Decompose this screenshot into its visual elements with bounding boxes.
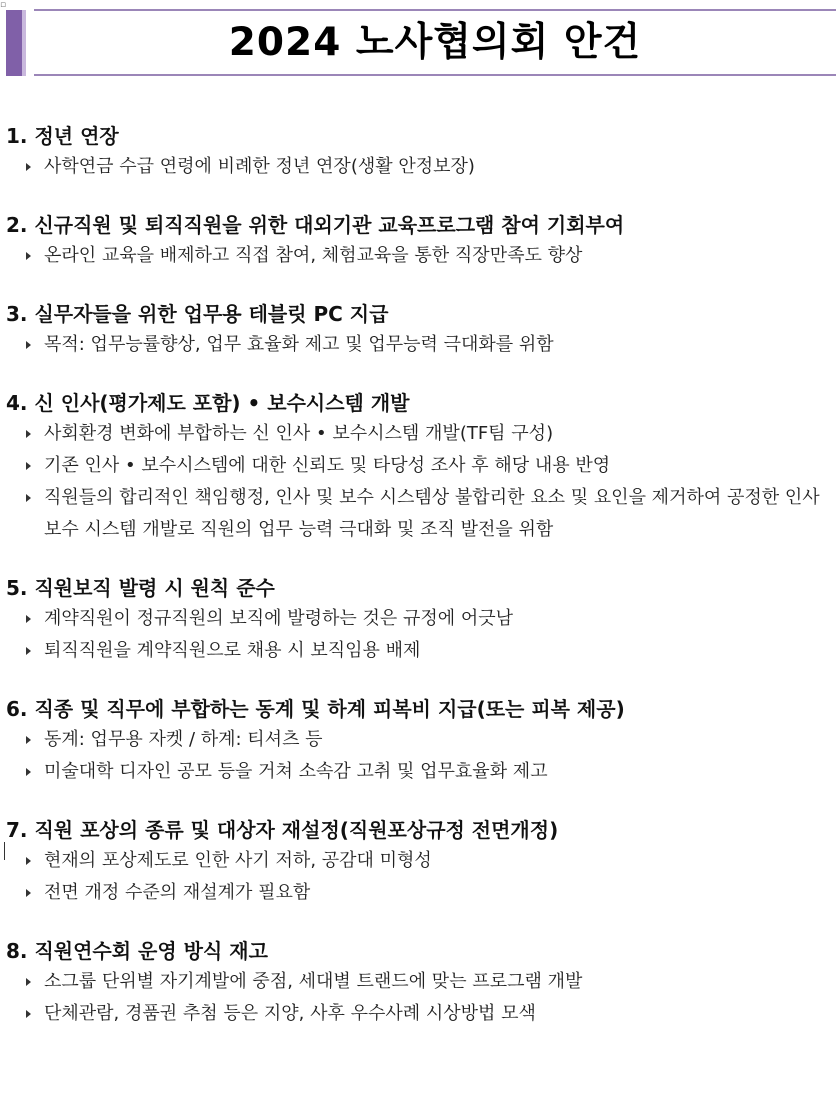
triangle-bullet-icon bbox=[26, 857, 31, 865]
list-item bbox=[6, 603, 832, 635]
item-text: 현재의 포상제도로 인한 사기 저하, 공감대 미형성 bbox=[44, 850, 432, 871]
list-item bbox=[6, 998, 832, 1030]
list-item bbox=[6, 329, 832, 361]
item-text: 계약직원이 정규직원의 보직에 발령하는 것은 규정에 어긋남 bbox=[44, 608, 514, 629]
triangle-bullet-icon bbox=[26, 252, 31, 260]
list-item bbox=[6, 877, 832, 909]
section-heading: 2. 신규직원 및 퇴직직원을 위한 대외기관 교육프로그램 참여 기회부여 bbox=[6, 213, 625, 237]
item-text: 동계: 업무용 자켓 / 하계: 티셔츠 등 bbox=[44, 729, 323, 750]
text-cursor bbox=[4, 842, 5, 860]
section-heading: 7. 직원 포상의 종류 및 대상자 재설정(직원포상규정 전면개정) bbox=[6, 818, 559, 842]
triangle-bullet-icon bbox=[26, 978, 31, 986]
title-bottom-rule bbox=[34, 74, 836, 76]
list-item bbox=[6, 240, 832, 272]
agenda-section-1 bbox=[6, 121, 832, 183]
agenda-list bbox=[6, 121, 832, 1030]
triangle-bullet-icon bbox=[26, 462, 31, 470]
triangle-bullet-icon bbox=[26, 163, 31, 171]
list-item bbox=[6, 418, 832, 450]
agenda-section-4 bbox=[6, 388, 832, 546]
list-item bbox=[6, 450, 832, 482]
item-text: 퇴직직원을 계약직원으로 채용 시 보직임용 배제 bbox=[44, 640, 421, 661]
section-heading: 3. 실무자들을 위한 업무용 테블릿 PC 지급 bbox=[6, 302, 389, 326]
triangle-bullet-icon bbox=[26, 889, 31, 897]
corner-mark-icon: ▫ bbox=[0, 0, 7, 10]
document-title: 2024 노사협의회 안건 bbox=[228, 20, 642, 65]
title-block bbox=[0, 0, 836, 84]
agenda-section-8 bbox=[6, 936, 832, 1030]
item-text: 온라인 교육을 배제하고 직접 참여, 체험교육을 통한 직장만족도 향상 bbox=[44, 245, 583, 266]
list-item bbox=[6, 966, 832, 998]
item-text: 소그룹 단위별 자기계발에 중점, 세대별 트랜드에 맞는 프로그램 개발 bbox=[44, 971, 583, 992]
triangle-bullet-icon bbox=[26, 768, 31, 776]
list-item bbox=[6, 151, 832, 183]
item-text: 사회환경 변화에 부합하는 신 인사 • 보수시스템 개발(TF팀 구성) bbox=[44, 423, 554, 444]
agenda-section-3 bbox=[6, 299, 832, 361]
list-item bbox=[6, 845, 832, 877]
triangle-bullet-icon bbox=[26, 430, 31, 438]
section-heading: 1. 정년 연장 bbox=[6, 124, 119, 148]
agenda-section-5 bbox=[6, 573, 832, 667]
item-text: 미술대학 디자인 공모 등을 거쳐 소속감 고취 및 업무효율화 제고 bbox=[44, 761, 548, 782]
list-item bbox=[6, 635, 832, 667]
list-item bbox=[6, 482, 832, 546]
triangle-bullet-icon bbox=[26, 1010, 31, 1018]
triangle-bullet-icon bbox=[26, 736, 31, 744]
item-text: 단체관람, 경품권 추첨 등은 지양, 사후 우수사례 시상방법 모색 bbox=[44, 1003, 536, 1024]
title-top-rule bbox=[34, 9, 836, 11]
triangle-bullet-icon bbox=[26, 341, 31, 349]
agenda-section-6 bbox=[6, 694, 832, 788]
agenda-section-7 bbox=[6, 815, 832, 909]
item-text: 사학연금 수급 연령에 비례한 정년 연장(생활 안정보장) bbox=[44, 156, 475, 177]
triangle-bullet-icon bbox=[26, 647, 31, 655]
section-heading: 5. 직원보직 발령 시 원칙 준수 bbox=[6, 576, 275, 600]
item-text: 목적: 업무능률향상, 업무 효율화 제고 및 업무능력 극대화를 위함 bbox=[44, 334, 554, 355]
item-text: 기존 인사 • 보수시스템에 대한 신뢰도 및 타당성 조사 후 해당 내용 반영 bbox=[44, 455, 611, 476]
section-heading: 8. 직원연수회 운영 방식 재고 bbox=[6, 939, 268, 963]
triangle-bullet-icon bbox=[26, 615, 31, 623]
title-accent-bar bbox=[6, 10, 26, 76]
triangle-bullet-icon bbox=[26, 494, 31, 502]
agenda-section-2 bbox=[6, 210, 832, 272]
section-heading: 4. 신 인사(평가제도 포함) • 보수시스템 개발 bbox=[6, 391, 410, 415]
item-text: 직원들의 합리적인 책임행정, 인사 및 보수 시스템상 불합리한 요소 및 요인을 제거하여 공정한 인사 보수 시스템 개발로 직원의 업무 능력 극대화 및 조직 발전을 위함 bbox=[44, 487, 820, 540]
section-heading: 6. 직종 및 직무에 부합하는 동계 및 하계 피복비 지급(또는 피복 제공) bbox=[6, 697, 625, 721]
item-text: 전면 개정 수준의 재설계가 필요함 bbox=[44, 882, 311, 903]
list-item bbox=[6, 724, 832, 756]
list-item bbox=[6, 756, 832, 788]
